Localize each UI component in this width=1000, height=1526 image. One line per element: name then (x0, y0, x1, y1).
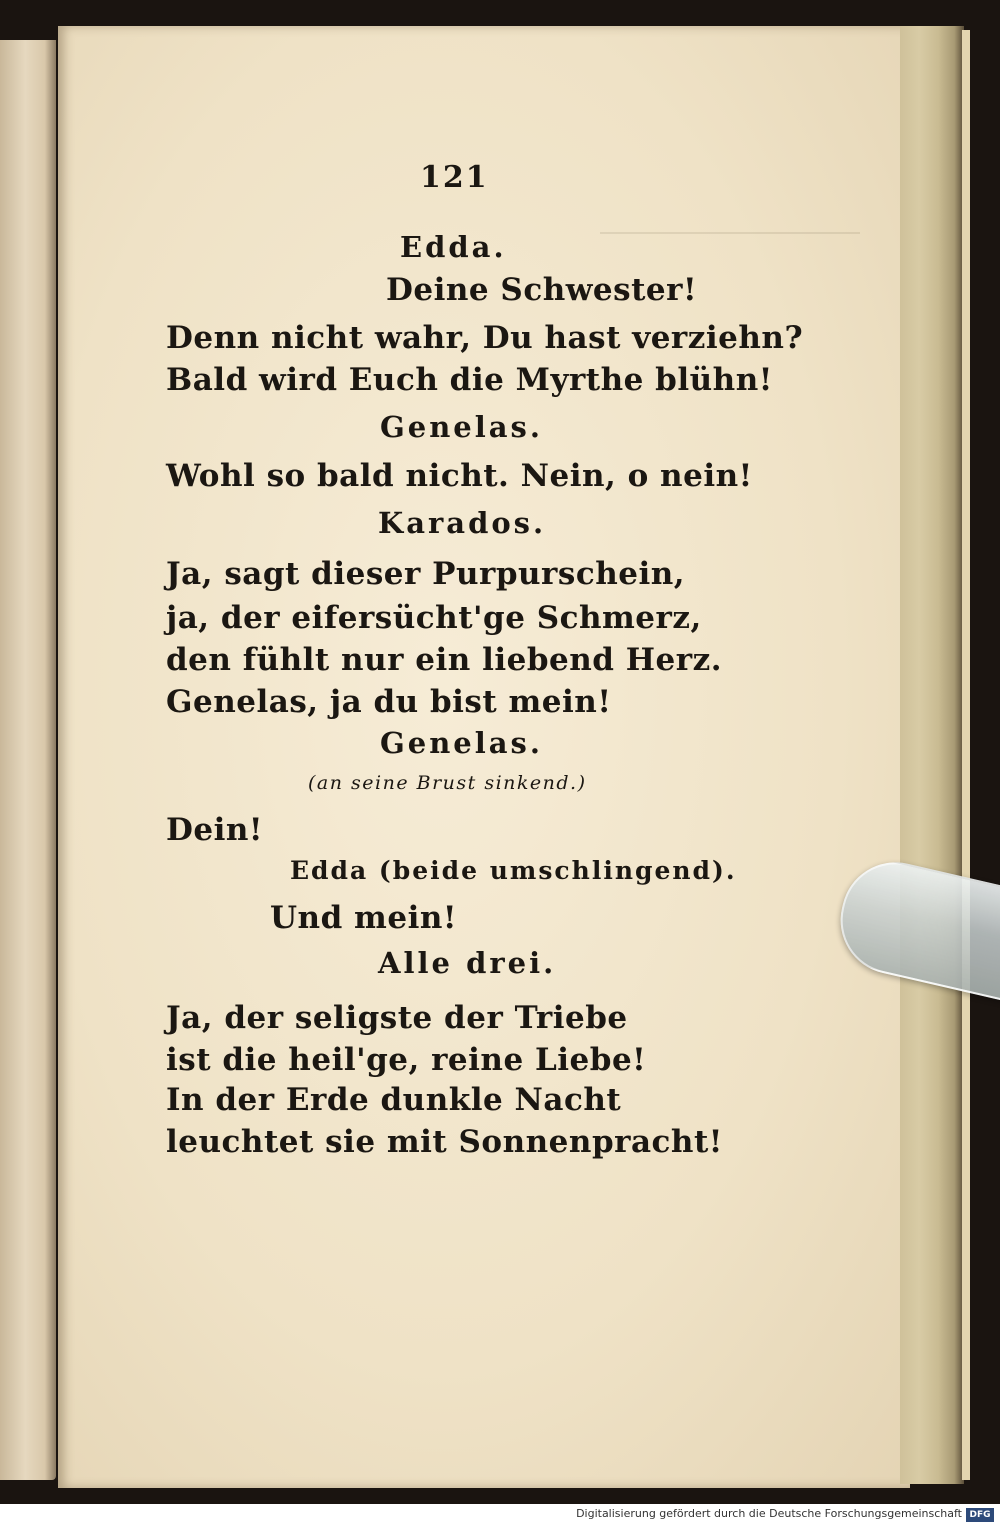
stage-direction: (an seine Brust sinkend.) (308, 772, 587, 794)
verse-line: Und mein! (270, 900, 457, 936)
verse-line: Ja, der seligste der Triebe (166, 1000, 628, 1036)
verse-line: ja, der eifersücht'ge Schmerz, (166, 600, 702, 636)
verse-line: Wohl so bald nicht. Nein, o nein! (166, 458, 753, 494)
speaker-edda: Edda. (400, 230, 507, 264)
verse-line: Genelas, ja du bist mein! (166, 684, 612, 720)
page-stack-edge (900, 26, 964, 1484)
footer-bar (0, 1504, 1000, 1526)
page-stack-edge-light (962, 30, 970, 1480)
speaker-genelas: Genelas. (380, 726, 543, 760)
speaker-alle-drei: Alle drei. (378, 946, 557, 980)
speaker-karados: Karados. (378, 506, 547, 540)
verse-line: Denn nicht wahr, Du hast verziehn? (166, 320, 804, 356)
speaker-edda: Edda (beide umschlingend). (290, 856, 737, 885)
page-number: 121 (420, 160, 489, 195)
footer-credit: Digitalisierung gefördert durch die Deutsche Forschungsgemeinschaft (576, 1507, 962, 1520)
verse-line: den fühlt nur ein liebend Herz. (166, 642, 722, 678)
left-page-edge (0, 40, 56, 1480)
verse-line: leuchtet sie mit Sonnenpracht! (166, 1124, 723, 1160)
verse-line: Bald wird Euch die Myrthe blühn! (166, 362, 773, 398)
speaker-genelas: Genelas. (380, 410, 543, 444)
verse-line: In der Erde dunkle Nacht (166, 1082, 622, 1118)
dfg-logo: DFG (966, 1508, 994, 1522)
verse-line: ist die heil'ge, reine Liebe! (166, 1042, 647, 1078)
verse-line: Dein! (166, 812, 264, 848)
verse-line: Deine Schwester! (386, 272, 698, 308)
verse-line: Ja, sagt dieser Purpurschein, (166, 556, 686, 592)
